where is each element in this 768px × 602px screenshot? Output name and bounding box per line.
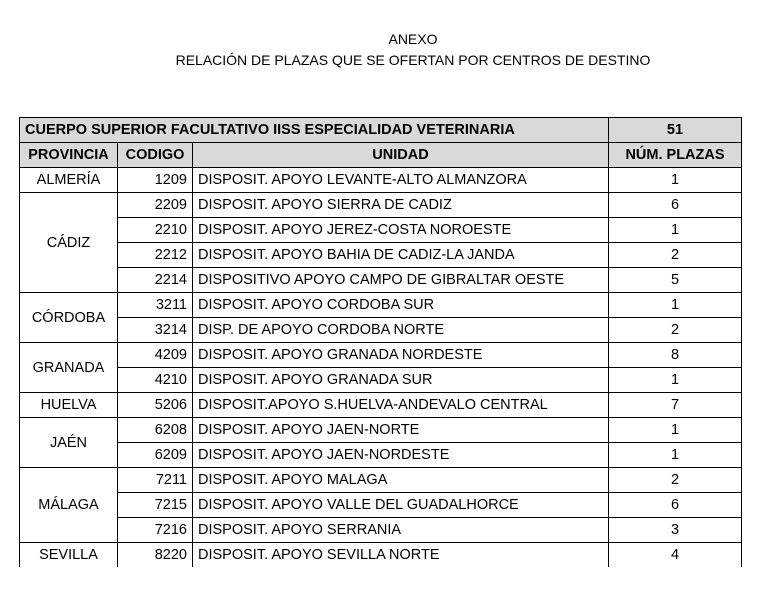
- provincia-cell: GRANADA: [20, 343, 118, 393]
- unidad-cell: DISPOSIT. APOYO SIERRA DE CADIZ: [193, 193, 609, 218]
- plazas-cell: 1: [609, 368, 742, 393]
- table-row: [20, 518, 742, 543]
- plazas-cell: 1: [609, 168, 742, 193]
- table-row: [20, 493, 742, 518]
- table-row: [20, 193, 742, 218]
- codigo-cell: 6208: [118, 418, 193, 443]
- provincia-cell: HUELVA: [20, 393, 118, 418]
- table-row: [20, 318, 742, 343]
- unidad-cell: DISPOSIT. APOYO GRANADA NORDESTE: [193, 343, 609, 368]
- codigo-cell: 3211: [118, 293, 193, 318]
- total-plazas: 51: [609, 118, 742, 143]
- document-heading-subtitle: RELACIÓN DE PLAZAS QUE SE OFERTAN POR CENTROS DE DESTINO: [175, 52, 651, 68]
- plazas-cell: 2: [609, 243, 742, 268]
- plazas-table: [19, 117, 742, 567]
- plazas-cell: 1: [609, 418, 742, 443]
- unidad-cell: DISPOSITIVO APOYO CAMPO DE GIBRALTAR OESTE: [193, 268, 609, 293]
- column-header-num-plazas: NÚM. PLAZAS: [609, 143, 742, 168]
- table-row: [20, 168, 742, 193]
- plazas-cell: 6: [609, 193, 742, 218]
- codigo-cell: 4209: [118, 343, 193, 368]
- codigo-cell: 2214: [118, 268, 193, 293]
- plazas-cell: 5: [609, 268, 742, 293]
- codigo-cell: 6209: [118, 443, 193, 468]
- unidad-cell: DISPOSIT. APOYO JAEN-NORTE: [193, 418, 609, 443]
- plazas-cell: 3: [609, 518, 742, 543]
- table-row: [20, 268, 742, 293]
- table-row: [20, 418, 742, 443]
- unidad-cell: DISPOSIT. APOYO GRANADA SUR: [193, 368, 609, 393]
- unidad-cell: DISPOSIT. APOYO CORDOBA SUR: [193, 293, 609, 318]
- plazas-cell: 4: [609, 543, 742, 568]
- table-header-row: [20, 143, 742, 168]
- unidad-cell: DISP. DE APOYO CORDOBA NORTE: [193, 318, 609, 343]
- plazas-cell: 2: [609, 468, 742, 493]
- codigo-cell: 2212: [118, 243, 193, 268]
- codigo-cell: 2210: [118, 218, 193, 243]
- codigo-cell: 2209: [118, 193, 193, 218]
- plazas-cell: 7: [609, 393, 742, 418]
- column-header-provincia: PROVINCIA: [20, 143, 118, 168]
- provincia-cell: CÁDIZ: [20, 193, 118, 293]
- codigo-cell: 7211: [118, 468, 193, 493]
- codigo-cell: 1209: [118, 168, 193, 193]
- codigo-cell: 7216: [118, 518, 193, 543]
- unidad-cell: DISPOSIT. APOYO JAEN-NORDESTE: [193, 443, 609, 468]
- table-row: [20, 393, 742, 418]
- unidad-cell: DISPOSIT. APOYO SEVILLA NORTE: [193, 543, 609, 568]
- table-title: CUERPO SUPERIOR FACULTATIVO IISS ESPECIALIDAD VETERINARIA: [20, 118, 609, 143]
- provincia-cell: SEVILLA: [20, 543, 118, 568]
- table-row: [20, 343, 742, 368]
- plazas-cell: 1: [609, 293, 742, 318]
- table-row: [20, 368, 742, 393]
- provincia-cell: MÁLAGA: [20, 468, 118, 543]
- table-row: [20, 293, 742, 318]
- plazas-cell: 1: [609, 218, 742, 243]
- document-heading-annex: ANEXO: [388, 31, 438, 47]
- codigo-cell: 3214: [118, 318, 193, 343]
- unidad-cell: DISPOSIT. APOYO JEREZ-COSTA NOROESTE: [193, 218, 609, 243]
- column-header-unidad: UNIDAD: [193, 143, 609, 168]
- codigo-cell: 4210: [118, 368, 193, 393]
- table-row: [20, 218, 742, 243]
- column-header-codigo: CODIGO: [118, 143, 193, 168]
- provincia-cell: JAÉN: [20, 418, 118, 468]
- unidad-cell: DISPOSIT. APOYO LEVANTE-ALTO ALMANZORA: [193, 168, 609, 193]
- table-row: [20, 543, 742, 568]
- unidad-cell: DISPOSIT. APOYO SERRANIA: [193, 518, 609, 543]
- unidad-cell: DISPOSIT. APOYO MALAGA: [193, 468, 609, 493]
- codigo-cell: 8220: [118, 543, 193, 568]
- table-row: [20, 443, 742, 468]
- unidad-cell: DISPOSIT.APOYO S.HUELVA-ANDEVALO CENTRAL: [193, 393, 609, 418]
- provincia-cell: CÓRDOBA: [20, 293, 118, 343]
- plazas-cell: 1: [609, 443, 742, 468]
- unidad-cell: DISPOSIT. APOYO VALLE DEL GUADALHORCE: [193, 493, 609, 518]
- table-row: [20, 243, 742, 268]
- codigo-cell: 7215: [118, 493, 193, 518]
- table-title-row: [20, 118, 742, 143]
- plazas-cell: 6: [609, 493, 742, 518]
- codigo-cell: 5206: [118, 393, 193, 418]
- unidad-cell: DISPOSIT. APOYO BAHIA DE CADIZ-LA JANDA: [193, 243, 609, 268]
- table-row: [20, 468, 742, 493]
- plazas-cell: 8: [609, 343, 742, 368]
- plazas-cell: 2: [609, 318, 742, 343]
- provincia-cell: ALMERÍA: [20, 168, 118, 193]
